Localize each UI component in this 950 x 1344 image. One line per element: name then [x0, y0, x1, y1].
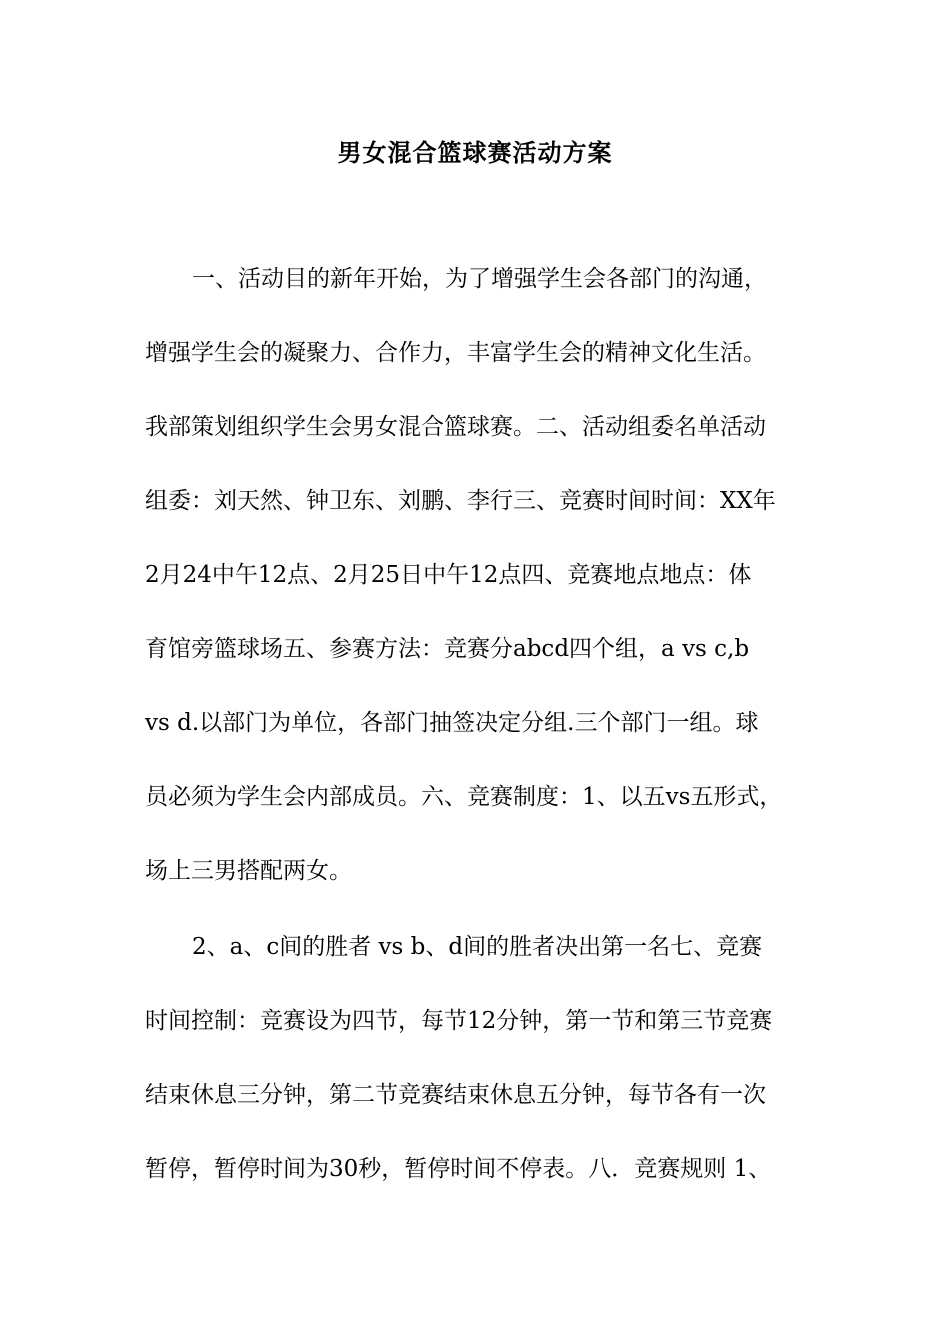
paragraph-1-line-9: 场上三男搭配两女。 [145, 858, 352, 884]
paragraph-1-line-8: 员必须为学生会内部成员。六、竞赛制度：1、以五vs五形式， [145, 784, 783, 810]
document-title: 男女混合篮球赛活动方案 [337, 138, 613, 167]
paragraph-2-line-2: 时间控制：竞赛设为四节，每节12分钟，第一节和第三节竞赛 [145, 1008, 773, 1034]
paragraph-2-line-4: 暂停，暂停时间为30秒，暂停时间不停表。八．竞赛规则 1、 [145, 1156, 772, 1182]
paragraph-1-line-6: 育馆旁篮球场五、参赛方法：竞赛分abcd四个组，a vs c,b [145, 636, 750, 662]
paragraph-1-line-3: 我部策划组织学生会男女混合篮球赛。二、活动组委名单活动 [145, 414, 766, 440]
paragraph-1-line-5: 2月24中午12点、2月25日中午12点四、竞赛地点地点：体 [145, 562, 752, 588]
paragraph-1-line-1: 一、活动目的新年开始，为了增强学生会各部门的沟通， [192, 266, 767, 292]
paragraph-1-line-7: vs d.以部门为单位，各部门抽签决定分组.三个部门一组。球 [145, 710, 759, 736]
paragraph-1-line-4: 组委：刘天然、钟卫东、刘鹏、李行三、竞赛时间时间：XX年 [145, 488, 776, 514]
paragraph-1-line-2: 增强学生会的凝聚力、合作力，丰富学生会的精神文化生活。 [145, 340, 766, 366]
paragraph-2-line-3: 结束休息三分钟，第二节竞赛结束休息五分钟，每节各有一次 [145, 1082, 766, 1108]
paragraph-2-line-1: 2、a、c间的胜者 vs b、d间的胜者决出第一名七、竞赛 [192, 934, 763, 960]
